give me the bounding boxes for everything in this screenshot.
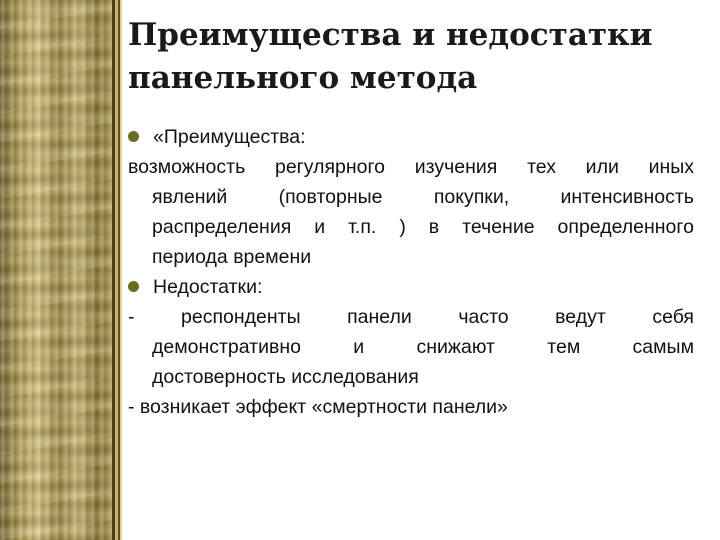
advantages-line	[128, 182, 694, 212]
word: тем	[547, 336, 581, 358]
word: респонденты	[181, 306, 301, 328]
disadvantage-item: - возникает эффект «смертности панели»	[128, 396, 508, 418]
word: или	[585, 156, 619, 178]
word: себя	[652, 306, 694, 328]
word: тех	[527, 156, 556, 178]
word: и	[314, 216, 326, 238]
word: интенсивность	[560, 186, 694, 208]
word: изучения	[414, 156, 498, 178]
slide-title-line: Преимущества и недостатки	[128, 17, 653, 53]
word: течение	[462, 216, 535, 238]
word: периода времени	[152, 246, 312, 268]
word: в	[428, 216, 440, 238]
decorative-gold-band	[0, 0, 112, 540]
word: определенного	[557, 216, 694, 238]
word: )	[399, 216, 406, 238]
word: самым	[632, 336, 694, 358]
word: т.п.	[348, 216, 377, 238]
advantages-line	[128, 242, 694, 272]
advantages-heading-row	[128, 122, 694, 152]
disadvantages-heading: Недостатки:	[153, 276, 263, 298]
word: покупки,	[433, 186, 510, 208]
word: (повторные	[278, 186, 383, 208]
word: достоверность исследования	[152, 366, 419, 388]
word: панели	[347, 306, 412, 328]
disadvantage-line	[128, 392, 694, 422]
word: иных	[648, 156, 694, 178]
slide-title-line: панельного метода	[128, 60, 478, 96]
disadvantage-line	[128, 302, 694, 332]
word: явлений	[152, 186, 228, 208]
advantages-line	[128, 152, 694, 182]
disadvantage-line	[128, 332, 694, 362]
word: демонстративно	[152, 336, 301, 358]
word: возможность	[128, 156, 246, 178]
word: -	[128, 306, 135, 328]
word: часто	[458, 306, 509, 328]
slide-body	[128, 122, 694, 422]
word: регулярного	[274, 156, 386, 178]
slide-title	[128, 14, 698, 100]
word: распределения	[152, 216, 292, 238]
word: и	[353, 336, 365, 358]
advantages-heading: «Преимущества:	[153, 126, 306, 148]
word: ведут	[555, 306, 606, 328]
disadvantage-line	[128, 362, 694, 392]
bullet-icon	[128, 281, 139, 292]
advantages-line	[128, 212, 694, 242]
bullet-icon	[128, 131, 139, 142]
word: снижают	[416, 336, 495, 358]
decorative-border-line	[120, 0, 122, 540]
disadvantages-heading-row	[128, 272, 694, 302]
